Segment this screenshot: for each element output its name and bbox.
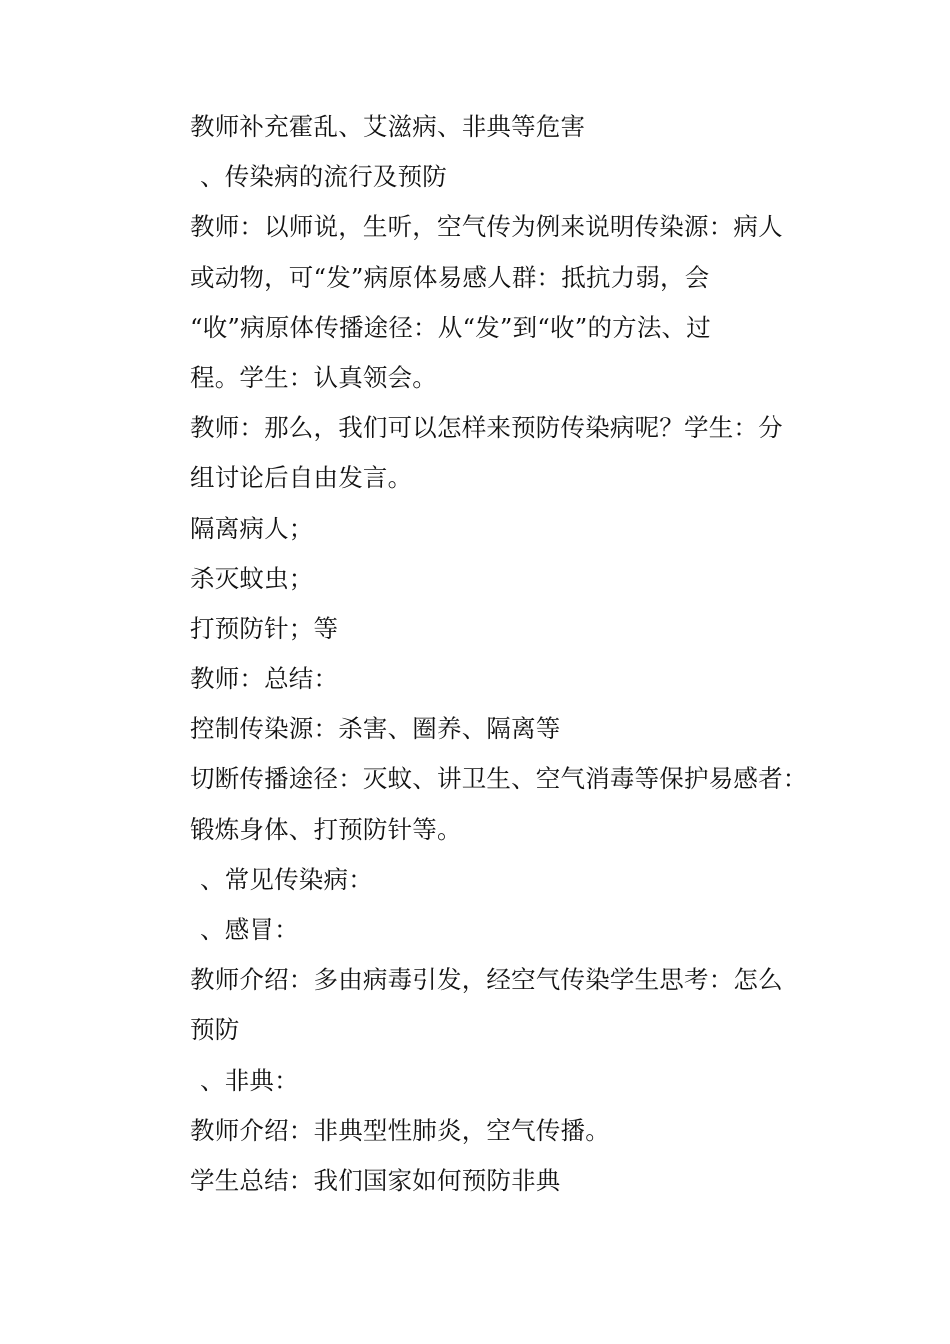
text-line-4: 或动物，可“发”病原体易感人群：抵抗力弱，会	[190, 262, 710, 292]
list-item-isolate: 隔离病人；	[190, 513, 314, 543]
section-heading-sars: 、非典：	[200, 1065, 299, 1095]
list-item-kill-mosquitoes: 杀灭蚊虫；	[190, 563, 314, 593]
section-heading-cold: 、感冒：	[200, 915, 299, 944]
text-line-1: 教师补充霍乱、艾滋病、非典等危害	[190, 112, 586, 141]
text-line-8: 组讨论后自由发言。	[190, 463, 413, 493]
text-line-15: 锻炼身体、打预防针等。	[190, 814, 462, 844]
section-heading-epidemic-prevention: 、传染病的流行及预防	[200, 162, 447, 192]
text-line-3: 教师：以师说，生听，空气传为例来说明传染源：病人	[190, 212, 783, 242]
text-line-18: 教师介绍：多由病毒引发，经空气传染学生思考：怎么	[190, 965, 783, 995]
text-line-21: 教师介绍：非典型性肺炎，空气传播。	[190, 1115, 610, 1145]
text-line-5: “收”病原体传播途径：从“发”到“收”的方法、过	[190, 312, 711, 342]
text-line-12: 教师：总结：	[190, 664, 339, 694]
text-line-7: 教师：那么，我们可以怎样来预防传染病呢？学生：分	[190, 413, 783, 443]
text-line-14: 切断传播途径：灭蚊、讲卫生、空气消毒等保护易感者：	[190, 764, 808, 794]
section-heading-common-diseases: 、常见传染病：	[200, 864, 373, 894]
text-line-6: 程。学生：认真领会。	[190, 362, 437, 392]
text-line-22: 学生总结：我们国家如何预防非典	[190, 1165, 561, 1195]
list-item-vaccination: 打预防针；等	[190, 613, 339, 643]
text-line-19: 预防	[190, 1015, 240, 1045]
text-line-13: 控制传染源：杀害、圈养、隔离等	[190, 714, 561, 744]
document-body	[190, 102, 830, 1206]
